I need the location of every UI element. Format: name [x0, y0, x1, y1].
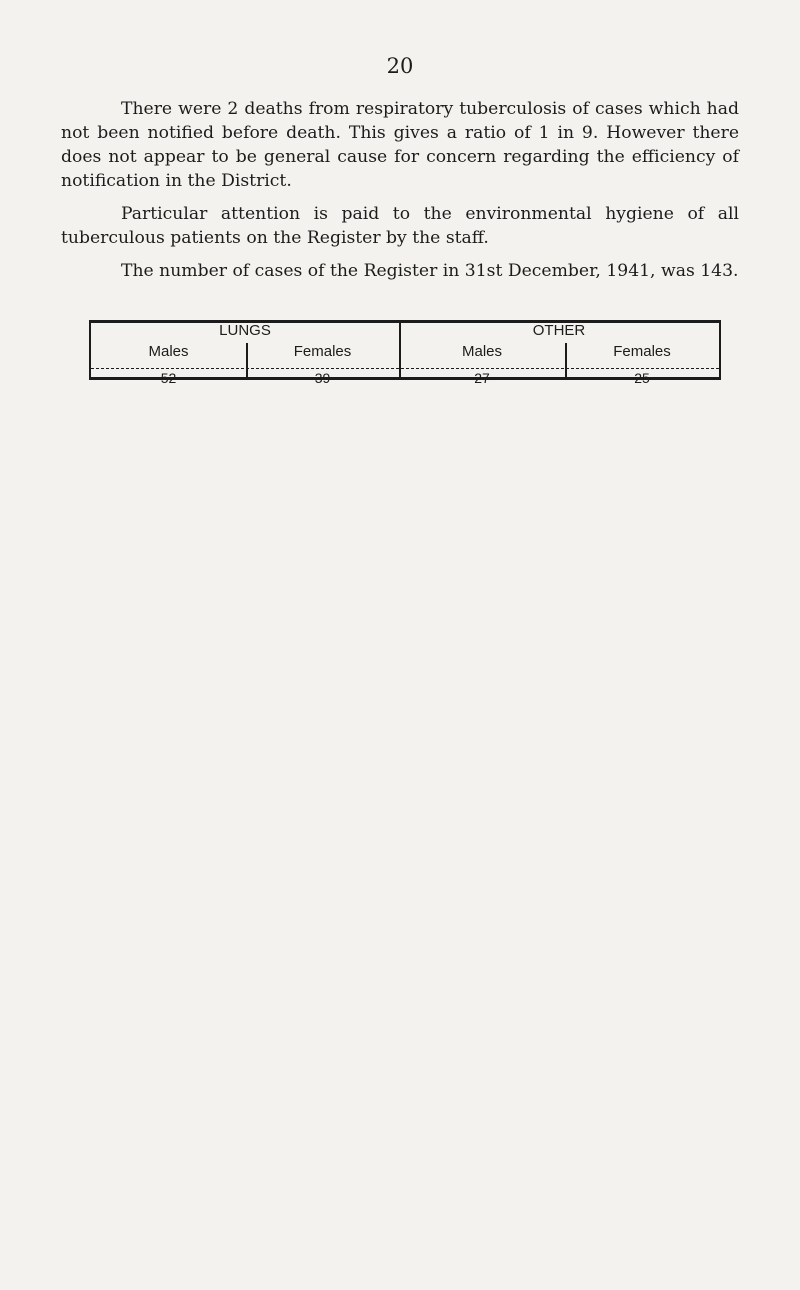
header-divider [91, 368, 719, 370]
body-text [61, 97, 739, 292]
paragraph-register-count: The number of cases of the Register in 31st December, 1941, was 143. [121, 261, 739, 281]
column-divider-2 [399, 323, 401, 378]
column-header-other-males: Males [461, 343, 502, 360]
page-number: 20 [386, 54, 414, 78]
group-header-lungs: LUNGS [219, 322, 271, 339]
column-header-other-females: Females [613, 343, 671, 360]
register-table [89, 320, 721, 386]
value-lungs-females: 39 [314, 370, 331, 386]
column-divider-1 [246, 343, 248, 378]
paragraph-hygiene: Particular attention is paid to the environmental hygiene of all tuberculous patients on the Register by the staff. [61, 204, 739, 248]
column-header-lungs-females: Females [293, 343, 352, 360]
column-divider-3 [565, 343, 567, 378]
paragraph-notification: There were 2 deaths from respiratory tuberculosis of cases which had not been notified before death. This gives a ratio of 1 in 9. However there does not appear to be general cause for concern regarding the efficiency of notification in the District. [61, 99, 739, 191]
group-header-other: OTHER [532, 322, 586, 339]
value-other-females: 25 [634, 370, 650, 386]
value-lungs-males: 52 [160, 370, 177, 386]
value-other-males: 27 [474, 370, 490, 386]
column-header-lungs-males: Males [148, 343, 189, 360]
